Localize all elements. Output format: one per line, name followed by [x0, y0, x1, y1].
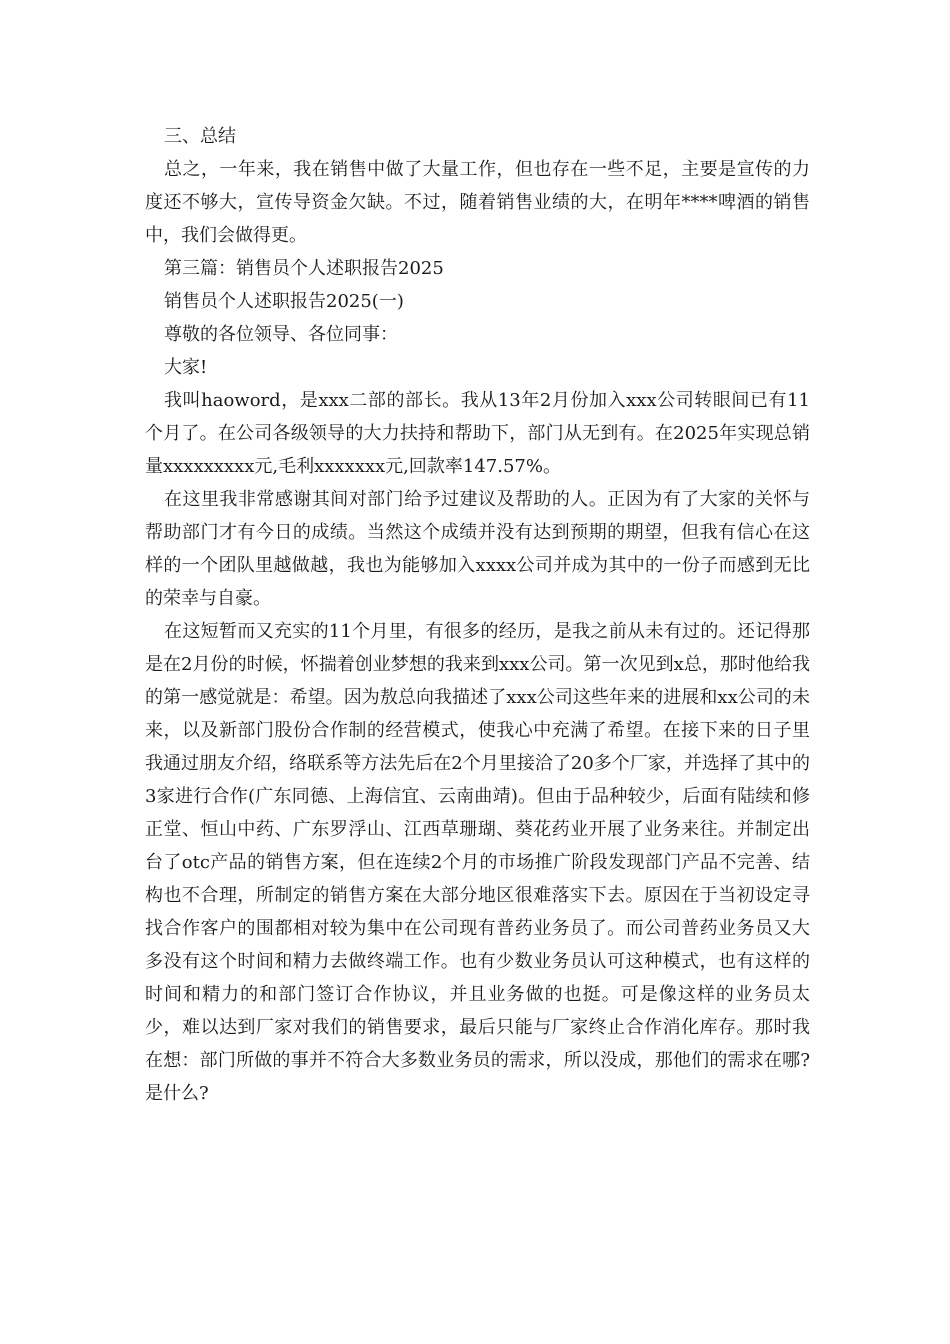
chapter-title: 第三篇：销售员个人述职报告2025	[164, 258, 444, 279]
summary-paragraph: 总之，一年来，我在销售中做了大量工作，但也存在一些不足，主要是宣传的力度还不够大，宣传导资金欠缺。不过，随着销售业绩的大，在明年****啤酒的销售中，我们会做得更。	[145, 159, 810, 246]
document-page	[145, 120, 810, 1110]
body-paragraph-thanks: 在这里我非常感谢其间对部门给予过建议及帮助的人。正因为有了大家的关怀与帮助部门才有今日的成绩。当然这个成绩并没有达到预期的期望，但我有信心在这样的一个团队里越做越，我也为能够加入xxxx公司并成为其中的一份子而感到无比的荣幸与自豪。	[145, 489, 810, 609]
salutation: 尊敬的各位领导、各位同事：	[164, 324, 398, 345]
greeting: 大家!	[164, 357, 208, 378]
body-paragraph-experience: 在这短暂而又充实的11个月里，有很多的经历，是我之前从未有过的。还记得那是在2月份的时候，怀揣着创业梦想的我来到xxx公司。第一次见到x总，那时他给我的第一感觉就是：希望。因为敖总向我描述了xxx公司这些年来的进展和xx公司的未来，以及新部门股份合作制的经营模式，使我心中充满了希望。在接下来的日子里我通过朋友介绍，络联系等方法先后在2个月里接洽了20多个厂家，并选择了其中的3家进行合作(广东同德、上海信宜、云南曲靖)。但由于品种较少，后面有陆续和修正堂、恒山中药、广东罗浮山、江西草珊瑚、葵花药业开展了业务来往。并制定出台了otc产品的销售方案，但在连续2个月的市场推广阶段发现部门产品不完善、结构也不合理，所制定的销售方案在大部分地区很难落实下去。原因在于当初设定寻找合作客户的围都相对较为集中在公司现有普药业务员了。而公司普药业务员又大多没有这个时间和精力去做终端工作。也有少数业务员认可这种模式，也有这样的时间和精力的和部门签订合作协议，并且业务做的也挺。可是像这样的业务员太少，难以达到厂家对我们的销售要求，最后只能与厂家终止合作消化库存。那时我在想：部门所做的事并不符合大多数业务员的需求，所以没成，那他们的需求在哪?是什么?	[145, 621, 810, 1104]
section-heading: 三、总结	[164, 126, 236, 147]
body-paragraph-intro: 我叫haoword，是xxx二部的部长。我从13年2月份加入xxx公司转眼间已有11个月了。在公司各级领导的大力扶持和帮助下，部门从无到有。在2025年实现总销量xxxxxxxxx元,毛利xxxxxxx元,回款率147.57%。	[145, 390, 810, 477]
report-title: 销售员个人述职报告2025(一)	[164, 291, 404, 312]
